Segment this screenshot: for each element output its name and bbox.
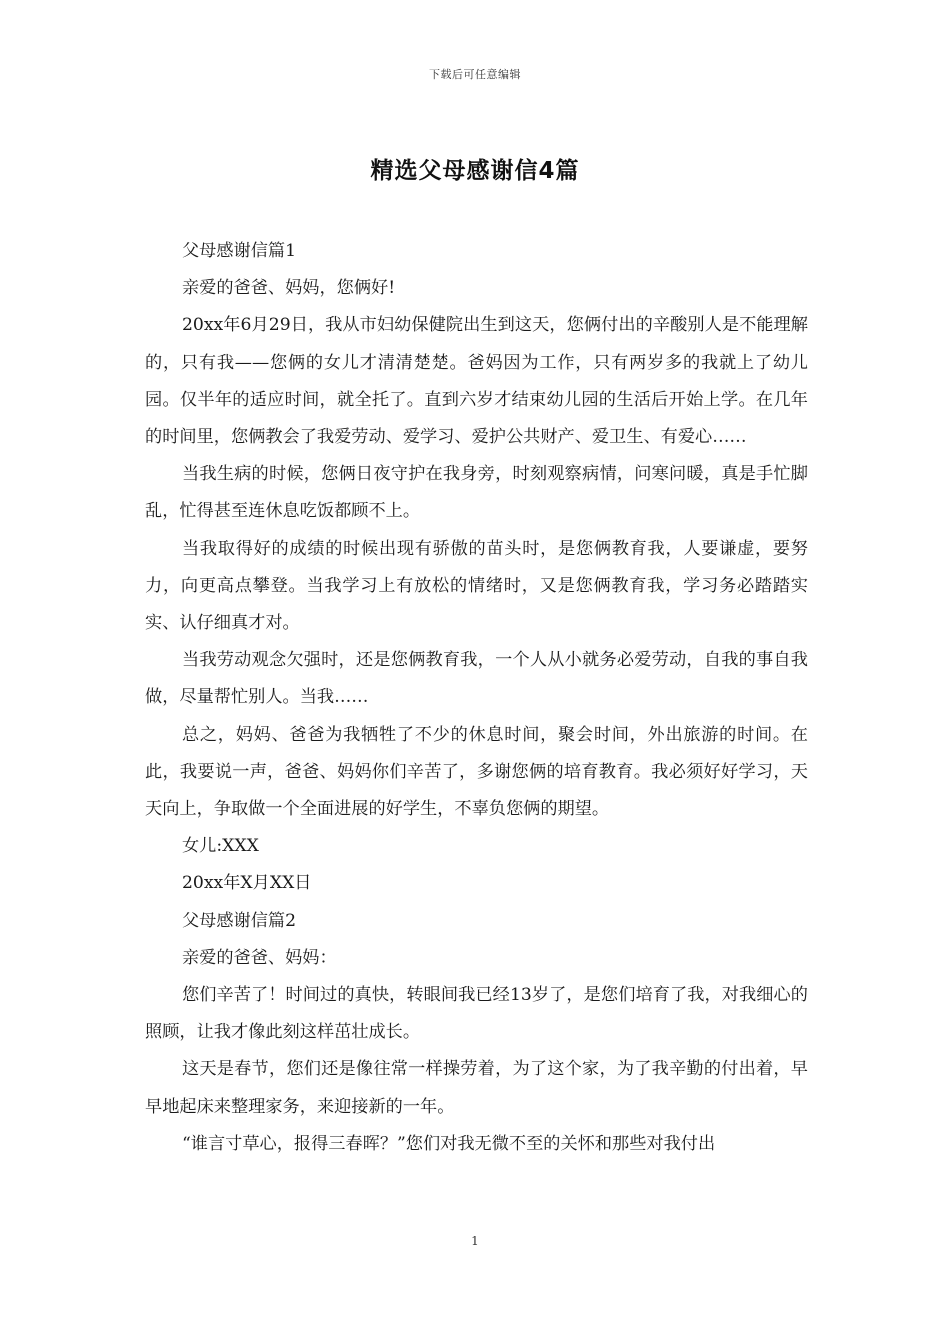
header-note: 下载后可任意编辑 — [429, 68, 521, 81]
body-paragraph: 总之，妈妈、爸爸为我牺牲了不少的休息时间，聚会时间，外出旅游的时间。在此，我要说一声，爸爸、妈妈你们辛苦了，多谢您俩的培育教育。我必须好好学习，天天向上，争取做一个全面进展的好学生，不辜负您俩的期望。 — [145, 724, 808, 820]
body-paragraph: 您们辛苦了！时间过的真快，转眼间我已经13岁了，是您们培育了我，对我细心的照顾，让我才像此刻这样茁壮成长。 — [145, 985, 808, 1043]
body-paragraph: 当我劳动观念欠强时，还是您俩教育我，一个人从小就务必爱劳动，自我的事自我做，尽量帮忙别人。当我…… — [145, 650, 808, 708]
body-paragraph: 20xx年6月29日，我从市妇幼保健院出生到这天，您俩付出的辛酸别人是不能理解的，只有我——您俩的女儿才清清楚楚。爸妈因为工作，只有两岁多的我就上了幼儿园。仅半年的适应时间，就全托了。直到六岁才结束幼儿园的生活后开始上学。在几年的时间里，您俩教会了我爱劳动、爱学习、爱护公共财产、爱卫生、有爱心…… — [145, 315, 808, 448]
body-paragraph: “谁言寸草心，报得三春晖？”您们对我无微不至的关怀和那些对我付出 — [181, 1133, 716, 1154]
section-heading: 父母感谢信篇2 — [181, 910, 297, 931]
salutation: 亲爱的爸爸、妈妈： — [181, 947, 337, 968]
body-paragraph: 当我取得好的成绩的时候出现有骄傲的苗头时，是您俩教育我，人要谦虚，要努力，向更高点攀登。当我学习上有放松的情绪时，又是您俩教育我，学习务必踏踏实实、认仔细真才对。 — [145, 538, 808, 634]
signature: 女儿:XXX — [181, 836, 259, 857]
body-paragraph: 当我生病的时候，您俩日夜守护在我身旁，时刻观察病情，问寒问暖，真是手忙脚乱，忙得甚至连休息吃饭都顾不上。 — [145, 464, 808, 522]
body-paragraph: 这天是春节，您们还是像往常一样操劳着，为了这个家，为了我辛勤的付出着，早早地起床来整理家务，来迎接新的一年。 — [145, 1059, 808, 1117]
document-body — [145, 233, 808, 1163]
page-number: 1 — [471, 1234, 479, 1248]
letter-date: 20xx年X月XX日 — [181, 873, 312, 894]
document-title: 精选父母感谢信4篇 — [370, 158, 580, 184]
section-heading: 父母感谢信篇1 — [181, 241, 297, 261]
salutation: 亲爱的爸爸、妈妈，您俩好! — [181, 278, 396, 299]
